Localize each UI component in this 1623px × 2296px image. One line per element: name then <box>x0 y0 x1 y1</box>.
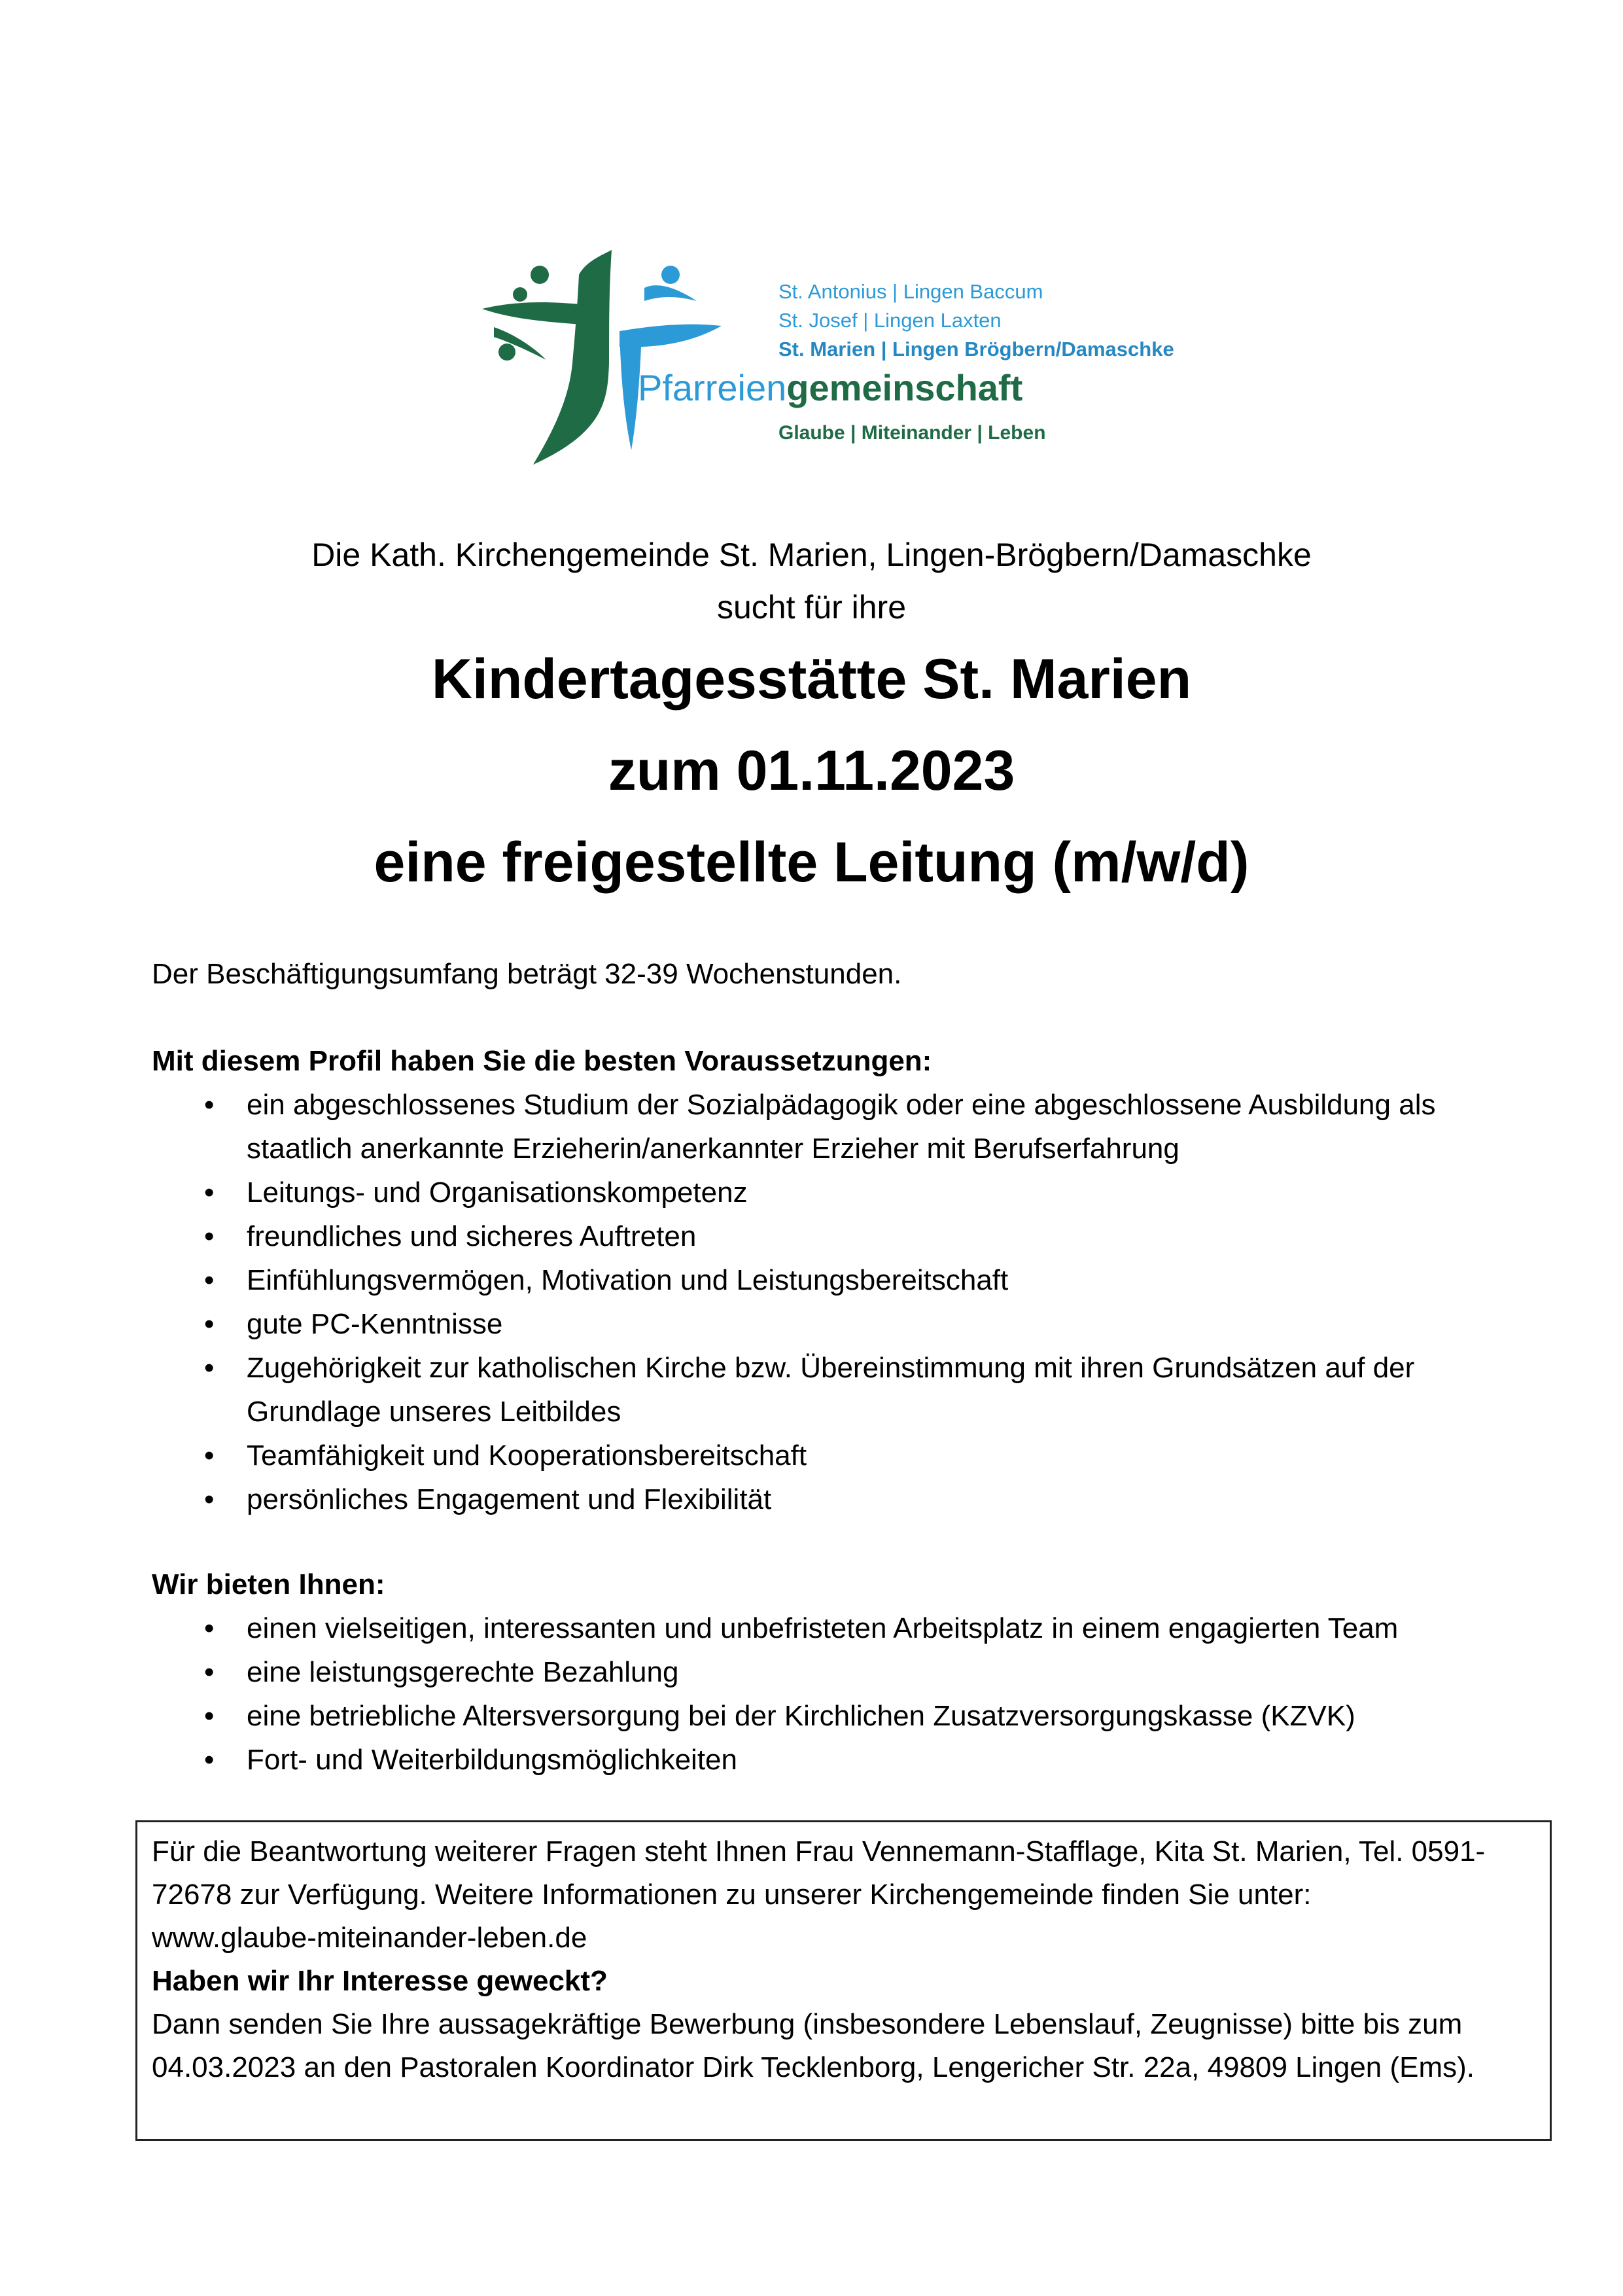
offer-heading: Wir bieten Ihnen: <box>152 1568 385 1600</box>
website-link[interactable]: www.glaube-miteinander-leben.de <box>152 1922 587 1954</box>
list-item: • eine betriebliche Altersversorgung bei der Kirchlichen Zusatzversorgungskasse (KZVK) <box>152 1694 1545 1738</box>
contact-box <box>135 1820 1552 2141</box>
profile-list <box>152 1083 1545 1521</box>
figure-head-green-2 <box>513 287 527 302</box>
logo-motto: Glaube | Miteinander | Leben <box>778 422 1046 444</box>
figure-head-green-1 <box>531 266 549 284</box>
list-item: • ein abgeschlossenes Studium der Sozialpädagogik oder eine abgeschlossene Ausbildung als staatlich anerkannte Erzieherin/anerkannter Erzieher mit Berufserfahrung <box>152 1083 1545 1171</box>
logo-name-bold: gemeinschaft <box>786 367 1023 408</box>
list-item: • Leitungs- und Organisationskompetenz <box>152 1171 1545 1214</box>
headline-line-2: zum 01.11.2023 <box>608 739 1015 802</box>
cross-blue-horizontal <box>620 325 722 347</box>
list-item: • einen vielseitigen, interessanten und unbefristeten Arbeitsplatz in einem engagierten Team <box>152 1606 1545 1650</box>
logo-parish-1: St. Antonius | Lingen Baccum <box>778 280 1043 303</box>
list-item: • freundliches und sicheres Auftreten <box>152 1214 1545 1258</box>
headline-line-3: eine freigestellte Leitung (m/w/d) <box>374 831 1249 894</box>
logo-parish-2: St. Josef | Lingen Laxten <box>778 309 1002 332</box>
logo-parish-3: St. Marien | Lingen Brögbern/Damaschke <box>778 338 1174 361</box>
interest-question: Haben wir Ihr Interesse geweckt? <box>152 1965 608 1997</box>
intro-line-1: Die Kath. Kirchengemeinde St. Marien, Lingen-Brögbern/Damaschke <box>311 537 1312 573</box>
logo-name-light: Pfarreien <box>638 367 787 408</box>
contact-text: Für die Beantwortung weiterer Fragen steht Ihnen Frau Vennemann-Stafflage, Kita St. Marien, Tel. 0591-72678 zur Verfügung. Weitere Informationen zu unserer Kirchengemeinde finden Sie unter: <box>152 1835 1486 1911</box>
list-item: • eine leistungsgerechte Bezahlung <box>152 1650 1545 1694</box>
figure-head-blue-1 <box>661 266 680 284</box>
list-item: • persönliches Engagement und Flexibilität <box>152 1477 1545 1521</box>
list-item: • Teamfähigkeit und Kooperationsbereitschaft <box>152 1434 1545 1477</box>
application-text: Dann senden Sie Ihre aussagekräftige Bewerbung (insbesondere Lebenslauf, Zeugnisse) bitte bis zum 04.03.2023 an den Pastoralen Koordinator Dirk Tecklenborg, Lengericher Str. 22a, 49809 Lingen (Ems). <box>152 2008 1475 2083</box>
figure-head-green-3 <box>498 344 515 361</box>
cross-logo-icon <box>481 249 729 465</box>
scope-text: Der Beschäftigungsumfang beträgt 32-39 Wochenstunden. <box>152 958 902 990</box>
list-item: • Fort- und Weiterbildungsmöglichkeiten <box>152 1738 1545 1782</box>
list-item: • gute PC-Kenntnisse <box>152 1302 1545 1346</box>
cross-green-horizontal <box>482 302 609 327</box>
intro-line-2: sucht für ihre <box>716 589 906 626</box>
headline-line-1: Kindertagesstätte St. Marien <box>431 648 1192 711</box>
logo-name <box>638 366 1022 409</box>
list-item: • Zugehörigkeit zur katholischen Kirche bzw. Übereinstimmung mit ihren Grundsätzen auf der Grundlage unseres Leitbildes <box>152 1346 1545 1434</box>
profile-heading: Mit diesem Profil haben Sie die besten Voraussetzungen: <box>152 1045 932 1077</box>
figure-arm-blue <box>644 285 697 301</box>
offer-list <box>152 1606 1545 1782</box>
list-item: • Einfühlungsvermögen, Motivation und Leistungsbereitschaft <box>152 1258 1545 1302</box>
logo <box>481 249 1227 465</box>
